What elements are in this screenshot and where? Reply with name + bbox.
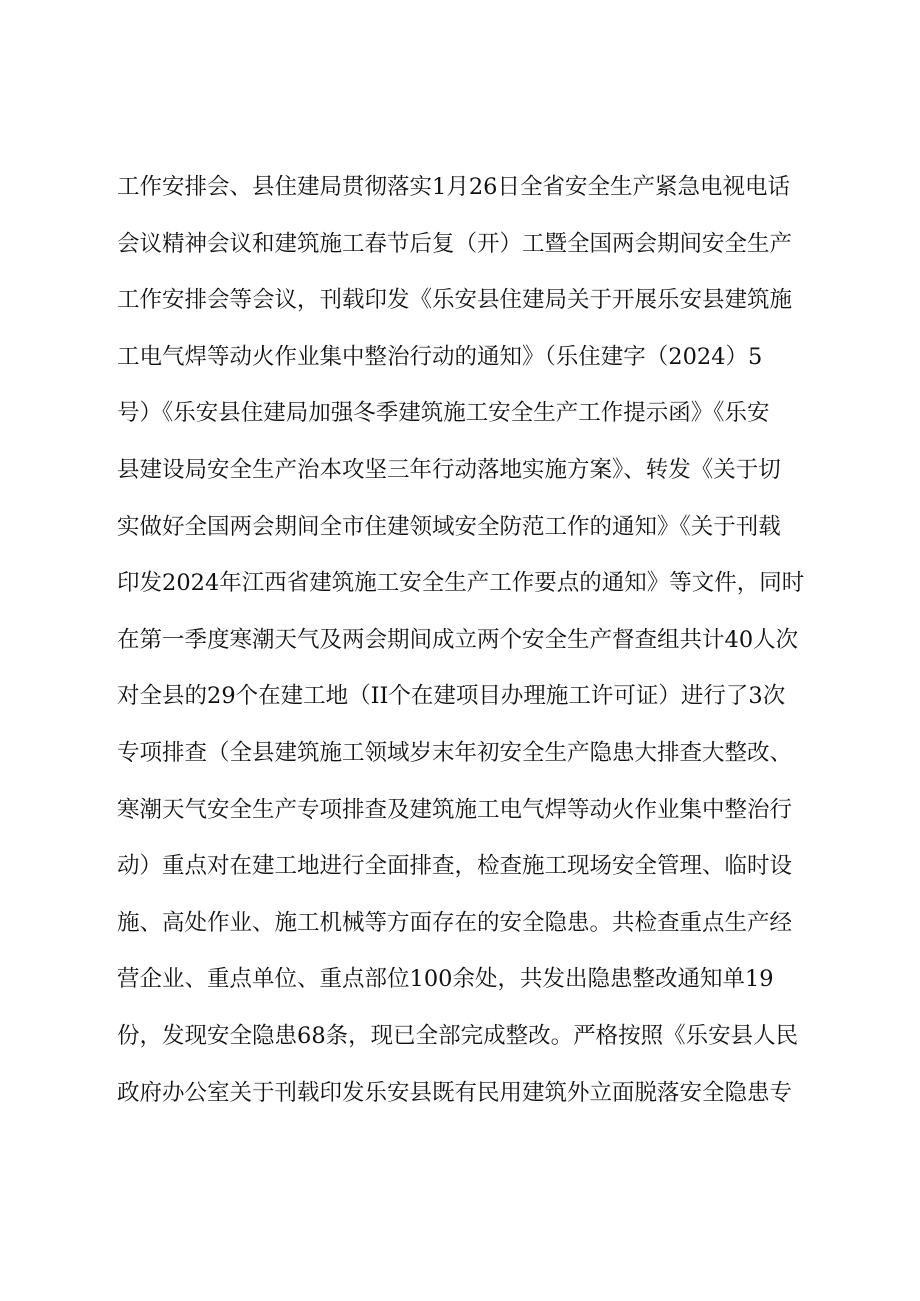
text-line: 动）重点对在建工地进行全面排查，检查施工现场安全管理、临时设 — [117, 853, 793, 880]
text-line: 寒潮天气安全生产专项排查及建筑施工电气焊等动火作业集中整治行 — [117, 796, 793, 823]
text-line: 实做好全国两会期间全市住建领域安全防范工作的通知》《关于刊载 — [117, 513, 781, 540]
text-line: 份，发现安全隐患68条，现已全部完成整改。严格按照《乐安县人民 — [117, 1022, 799, 1049]
text-line: 县建设局安全生产治本攻坚三年行动落地实施方案》、转发《关于切 — [117, 456, 781, 483]
text-line: 施、高处作业、施工机械等方面存在的安全隐患。共检查重点生产经 — [117, 909, 793, 936]
text-line: 会议精神会议和建筑施工春节后复（开）工暨全国两会期间安全生产 — [117, 230, 793, 257]
body-paragraph — [117, 165, 817, 1127]
text-line: 号）《乐安县住建局加强冬季建筑施工安全生产工作提示函》《乐安 — [117, 400, 770, 427]
text-line: 专项排查（全县建筑施工领域岁末年初安全生产隐患大排查大整改、 — [117, 739, 793, 766]
text-line: 营企业、重点单位、重点部位100余处，共发出隐患整改通知单19 — [117, 966, 774, 993]
text-line: 工作安排会、县住建局贯彻落实1月26日全省安全生产紧急电视电话 — [117, 174, 790, 200]
text-line: 政府办公室关于刊载印发乐安县既有民用建筑外立面脱落安全隐患专 — [117, 1079, 793, 1106]
text-line: 在第一季度寒潮天气及两会期间成立两个安全生产督查组共计40人次 — [117, 626, 799, 653]
text-line: 工电气焊等动火作业集中整治行动的通知》（乐住建字（2024）5 — [117, 343, 763, 370]
text-line: 对全县的29个在建工地（II个在建项目办理施工许可证）进行了3次 — [117, 683, 786, 710]
text-line: 工作安排会等会议，刊载印发《乐安县住建局关于开展乐安县建筑施 — [117, 287, 793, 314]
text-line: 印发2024年江西省建筑施工安全生产工作要点的通知》等文件，同时 — [117, 570, 805, 597]
